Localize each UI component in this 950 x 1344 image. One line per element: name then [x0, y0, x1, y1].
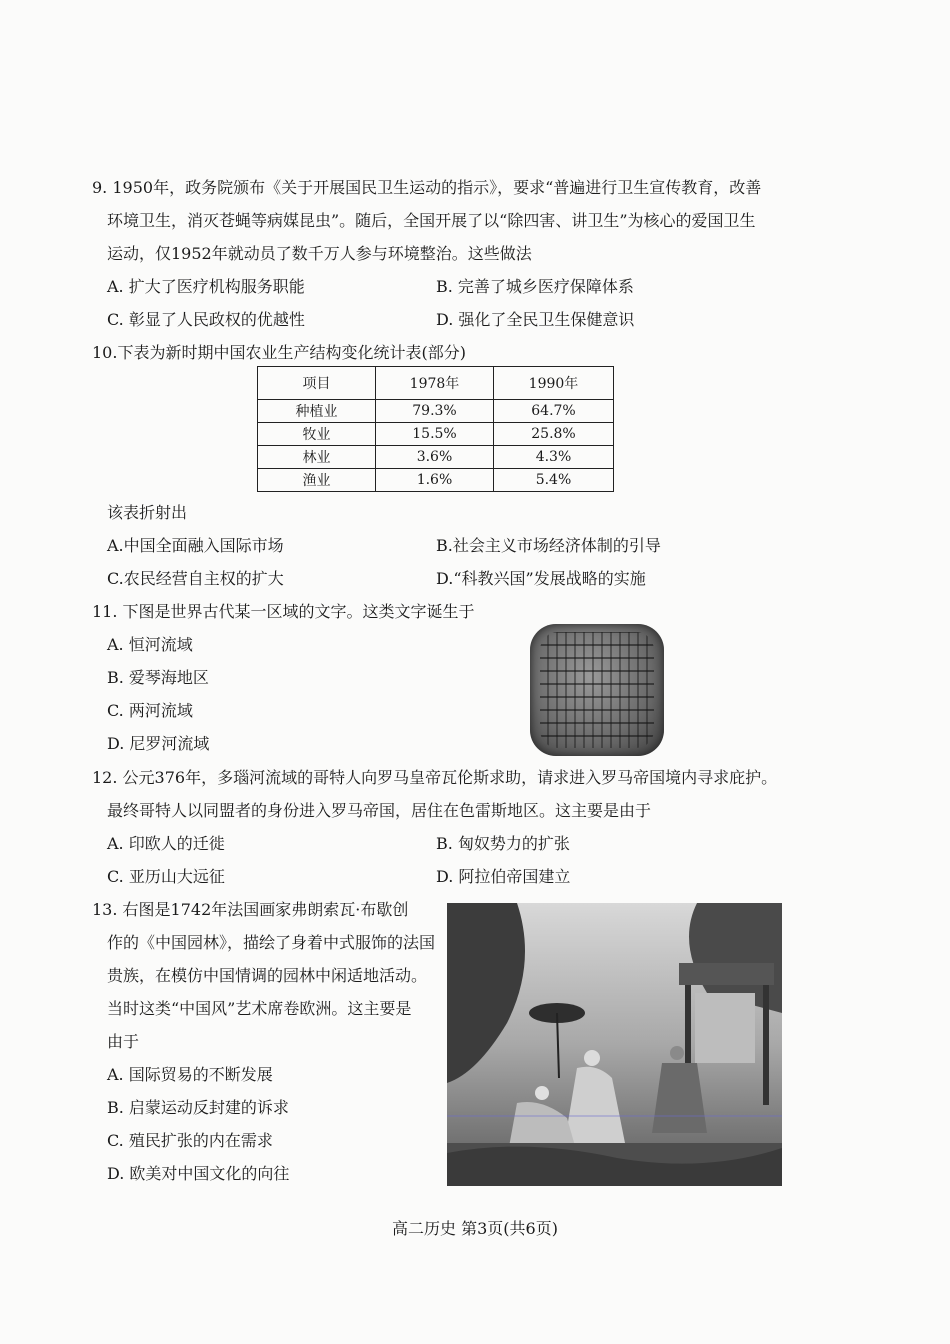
table-cell: 1.6% — [376, 469, 494, 492]
table-cell: 3.6% — [376, 446, 494, 469]
q12-option-b: B. 匈奴势力的扩张 — [436, 834, 570, 853]
table-row — [258, 400, 614, 423]
q9-stem-line-3: 运动，仅1952年就动员了数千万人参与环境整治。这些做法 — [107, 244, 532, 263]
q9-option-d: D. 强化了全民卫生保健意识 — [436, 310, 635, 329]
q12-option-d: D. 阿拉伯帝国建立 — [436, 867, 571, 886]
table-header-cell: 1978年 — [376, 367, 494, 400]
q13-stem-line-2: 作的《中国园林》，描绘了身着中式服饰的法国 — [107, 933, 436, 952]
q10-option-a: A.中国全面融入国际市场 — [107, 536, 284, 555]
chinese-garden-painting — [447, 903, 782, 1186]
table-cell: 79.3% — [376, 400, 494, 423]
table-row — [258, 446, 614, 469]
table-header-cell: 1990年 — [494, 367, 614, 400]
q13-option-b: B. 启蒙运动反封建的诉求 — [107, 1098, 289, 1117]
table-row — [258, 469, 614, 492]
q13-stem-line-5: 由于 — [107, 1032, 140, 1051]
q13-option-c: C. 殖民扩张的内在需求 — [107, 1131, 273, 1150]
q10-option-d: D.“科教兴国”发展战略的实施 — [436, 569, 646, 588]
q11-option-b: B. 爱琴海地区 — [107, 668, 209, 687]
q9-option-b: B. 完善了城乡医疗保障体系 — [436, 277, 634, 296]
q9-option-c: C. 彰显了人民政权的优越性 — [107, 310, 305, 329]
q11-option-a: A. 恒河流域 — [107, 635, 193, 654]
q9-option-a: A. 扩大了医疗机构服务职能 — [107, 277, 305, 296]
q10-followup: 该表折射出 — [107, 503, 188, 522]
q10-option-b: B.社会主义市场经济体制的引导 — [436, 536, 661, 555]
table-cell: 牧业 — [258, 423, 376, 446]
table-cell: 25.8% — [494, 423, 614, 446]
cuneiform-tablet-image — [530, 624, 664, 756]
agriculture-structure-table — [257, 366, 614, 492]
table-header-cell: 项目 — [258, 367, 376, 400]
q11-option-c: C. 两河流域 — [107, 701, 193, 720]
q10-option-c: C.农民经营自主权的扩大 — [107, 569, 284, 588]
q13-stem-line-3: 贵族，在模仿中国情调的园林中闲适地活动。 — [107, 966, 428, 985]
painting-illustration — [447, 903, 782, 1186]
q9-stem-line-1: 9. 1950年，政务院颁布《关于开展国民卫生运动的指示》，要求“普遍进行卫生宣传教育，改善 — [92, 178, 762, 197]
q12-stem-line-2: 最终哥特人以同盟者的身份进入罗马帝国，居住在色雷斯地区。这主要是由于 — [107, 801, 652, 820]
q12-option-a: A. 印欧人的迁徙 — [107, 834, 225, 853]
q10-stem: 10.下表为新时期中国农业生产结构变化统计表(部分) — [92, 343, 466, 362]
q12-option-c: C. 亚历山大远征 — [107, 867, 225, 886]
q13-option-d: D. 欧美对中国文化的向往 — [107, 1164, 290, 1183]
q12-stem-line-1: 12. 公元376年，多瑙河流域的哥特人向罗马皇帝瓦伦斯求助，请求进入罗马帝国境内寻求庇护。 — [92, 768, 778, 787]
table-cell: 64.7% — [494, 400, 614, 423]
table-cell: 渔业 — [258, 469, 376, 492]
q11-option-d: D. 尼罗河流域 — [107, 734, 210, 753]
table-cell: 15.5% — [376, 423, 494, 446]
cuneiform-glyphs — [540, 632, 654, 748]
q13-stem-line-4: 当时这类“中国风”艺术席卷欧洲。这主要是 — [107, 999, 412, 1018]
table-header-row — [258, 367, 614, 400]
table-row — [258, 423, 614, 446]
q9-stem-line-2: 环境卫生，消灭苍蝇等病媒昆虫”。随后，全国开展了以“除四害、讲卫生”为核心的爱国卫生 — [107, 211, 756, 230]
table-cell: 4.3% — [494, 446, 614, 469]
page-footer: 高二历史 第3页(共6页) — [392, 1219, 558, 1238]
q13-option-a: A. 国际贸易的不断发展 — [107, 1065, 273, 1084]
table-cell: 种植业 — [258, 400, 376, 423]
table-cell: 林业 — [258, 446, 376, 469]
q13-stem-line-1: 13. 右图是1742年法国画家弗朗索瓦·布歇创 — [92, 900, 409, 919]
q11-stem: 11. 下图是世界古代某一区域的文字。这类文字诞生于 — [92, 602, 475, 621]
table-cell: 5.4% — [494, 469, 614, 492]
